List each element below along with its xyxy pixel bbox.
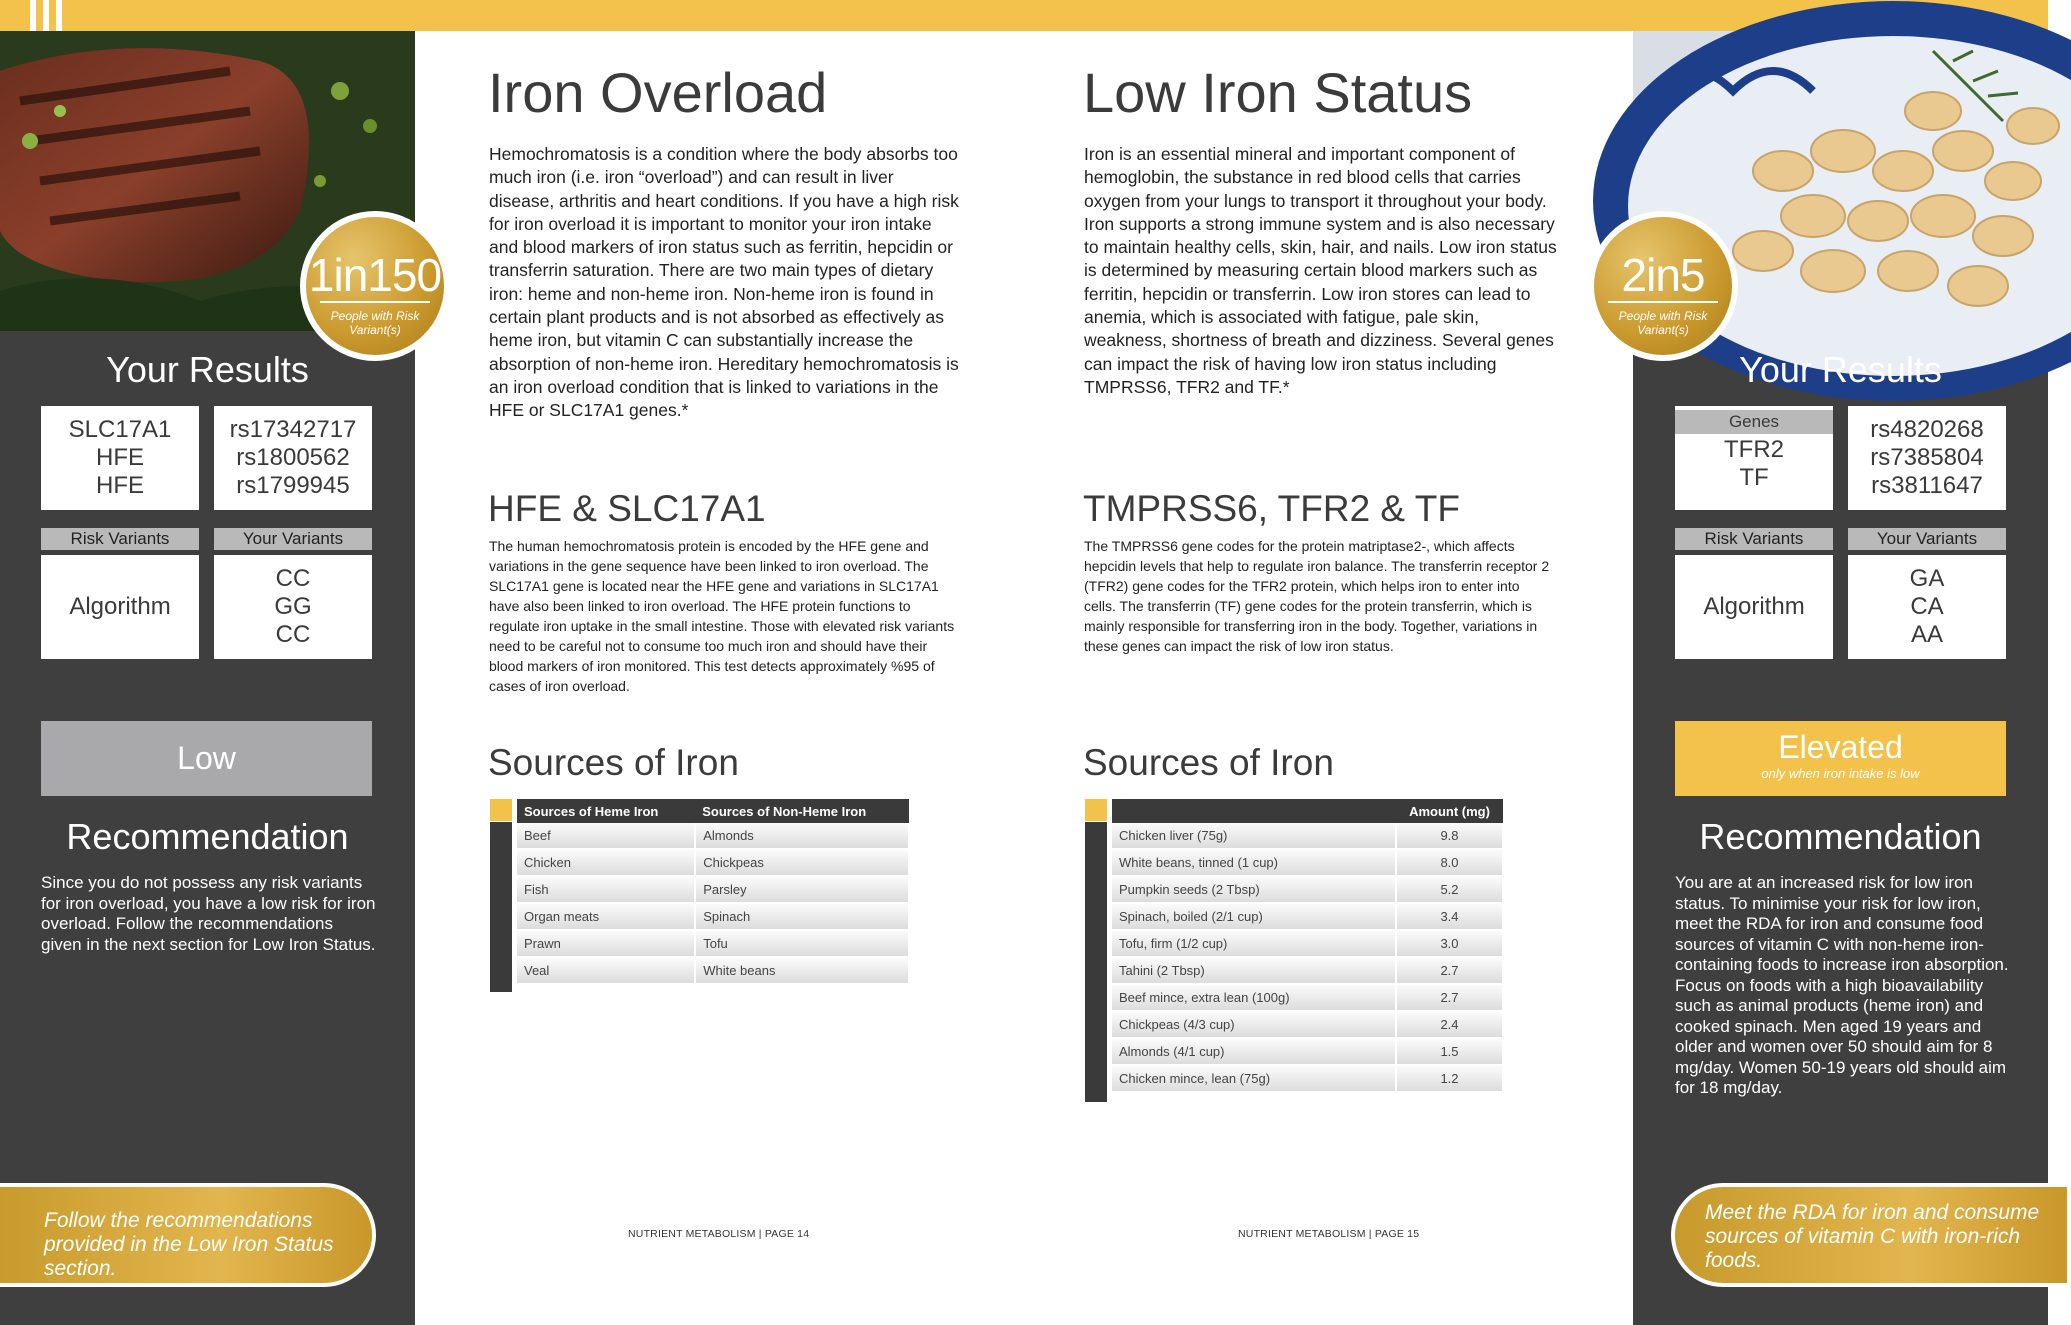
stat-caption: People with Risk Variant(s) xyxy=(330,309,420,337)
recommendation-text: You are at an increased risk for low iron status. To minimise your risk for low iron, meet the RDA for iron and consume food sources of vitamin C with non-heme iron-containing foods to increase iron absorption. Focus on foods with a high bioavailability such as animal products (heme iron) and cooked spinach. Men aged 19 years and older and women over 50 should aim for 8 mg/day. Women 50-19 years old should aim for 18 mg/day. xyxy=(1675,873,2009,1097)
rsid: rs1800562 xyxy=(236,444,350,471)
amount-cell: 2.4 xyxy=(1396,1011,1503,1038)
food-cell: Chickpeas (4/3 cup) xyxy=(1112,1011,1396,1038)
bar-stripe xyxy=(56,0,62,31)
amount-cell: 1.5 xyxy=(1396,1038,1503,1065)
genes-box xyxy=(1675,406,1833,510)
amount-cell: 2.7 xyxy=(1396,984,1503,1011)
stat-divider xyxy=(1608,301,1718,303)
food-cell: Pumpkin seeds (2 Tbsp) xyxy=(1112,876,1396,903)
table-row xyxy=(517,876,909,903)
rsid-box xyxy=(1848,406,2006,510)
table-cell: Tofu xyxy=(695,930,909,957)
table-cell: Spinach xyxy=(695,903,909,930)
genes-box xyxy=(41,406,199,510)
risk-variants-box xyxy=(41,555,199,659)
table-cell: Chicken xyxy=(517,849,695,876)
risk-variants-value: Algorithm xyxy=(69,593,171,620)
amount-cell: 3.4 xyxy=(1396,903,1503,930)
table-cell: Prawn xyxy=(517,930,695,957)
rsid: rs4820268 xyxy=(1870,416,1984,443)
food-cell: Spinach, boiled (2/1 cup) xyxy=(1112,903,1396,930)
rsid: rs3811647 xyxy=(1871,472,1983,499)
your-variants-box xyxy=(214,555,372,659)
gene-name: SLC17A1 xyxy=(68,416,172,443)
food-cell: Beef mince, extra lean (100g) xyxy=(1112,984,1396,1011)
heme-sources-table xyxy=(517,799,910,985)
variant: GA xyxy=(1909,565,1945,592)
table-side-bar xyxy=(490,822,512,992)
page-title: Low Iron Status xyxy=(1083,61,1473,124)
amount-cell: 3.0 xyxy=(1396,930,1503,957)
gene-name: TFR2 xyxy=(1724,436,1784,463)
food-cell: Almonds (4/1 cup) xyxy=(1112,1038,1396,1065)
results-title: Your Results xyxy=(106,349,309,390)
results-title: Your Results xyxy=(1739,349,1942,390)
table-cell: Organ meats xyxy=(517,903,695,930)
risk-variants-box xyxy=(1675,555,1833,659)
table-row xyxy=(1112,903,1503,930)
rsid: rs7385804 xyxy=(1870,444,1984,471)
table-row xyxy=(517,903,909,930)
gene-name: HFE xyxy=(96,472,144,499)
column-header: Sources of Non-Heme Iron xyxy=(695,799,909,823)
bar-stripe xyxy=(30,0,36,31)
table-accent xyxy=(490,799,512,821)
section-text: The TMPRSS6 gene codes for the protein matriptase2-, which affects hepcidin levels that help to regulate iron balance. The transferrin receptor 2 (TFR2) gene codes for the TFR2 protein, which helps iron to enter into cells. The transferrin (TF) gene codes for the protein transferrin, which is mainly responsible for transferring iron in the body. Together, variations in these genes can impact the risk of low iron status. xyxy=(1084,538,1550,654)
stat-value: 1in150 xyxy=(308,249,442,301)
sources-title: Sources of Iron xyxy=(488,742,739,783)
table-row xyxy=(1112,823,1503,849)
table-accent xyxy=(1085,799,1107,821)
food-cell: Tofu, firm (1/2 cup) xyxy=(1112,930,1396,957)
variant: CC xyxy=(275,565,311,592)
table-row xyxy=(1112,849,1503,876)
your-variants-box xyxy=(1848,555,2006,659)
right-results-panel xyxy=(1618,31,2048,1325)
callout-banner: Follow the recommendations provided in the Low Iron Status section. xyxy=(0,1183,376,1287)
table-row xyxy=(517,930,909,957)
table-row xyxy=(1112,930,1503,957)
status-label: Elevated xyxy=(1778,729,1903,765)
column-header: Sources of Heme Iron xyxy=(517,799,695,823)
table-row xyxy=(517,849,909,876)
risk-variants-header: Risk Variants xyxy=(1675,528,1833,550)
rsid-box xyxy=(214,406,372,510)
gene-name: TF xyxy=(1739,464,1769,491)
status-note: only when iron intake is low xyxy=(1761,766,1920,781)
stat-caption: People with Risk Variant(s) xyxy=(1618,309,1708,337)
column-header: Amount (mg) xyxy=(1396,799,1503,823)
recommendation-text: Since you do not possess any risk variants for iron overload, you have a low risk for iron overload. Follow the recommendations given in the next section for Low Iron Status. xyxy=(41,873,376,954)
variant: GG xyxy=(274,593,312,620)
table-row xyxy=(1112,957,1503,984)
rsid: rs1799945 xyxy=(236,472,350,499)
amount-cell: 5.2 xyxy=(1396,876,1503,903)
amount-cell: 1.2 xyxy=(1396,1065,1503,1092)
table-cell: Parsley xyxy=(695,876,909,903)
intro-text: Hemochromatosis is a condition where the body absorbs too much iron (i.e. iron “overload”) and can result in liver disease, arthritis and heart conditions. If you have a high risk for iron overload it is important to monitor your iron intake and blood markers of iron status such as ferritin, hepcidin or transferrin saturation. There are two main types of dietary iron: heme and non-heme iron. Non-heme iron is found in certain plant products and is not absorbed as effectively as heme iron, but vitamin C can substantially increase the absorption of non-heme iron. Hereditary hemochromatosis is an iron overload condition that is linked to variations in the HFE or SLC17A1 genes.* xyxy=(489,144,959,421)
risk-variants-header: Risk Variants xyxy=(41,528,199,550)
section-title: TMPRSS6, TFR2 & TF xyxy=(1083,488,1460,529)
iron-amount-table xyxy=(1112,799,1504,1093)
table-row xyxy=(517,957,909,984)
amount-cell: 8.0 xyxy=(1396,849,1503,876)
page-title: Iron Overload xyxy=(488,61,828,124)
recommendation-title: Recommendation xyxy=(1699,816,1982,857)
page-footer: NUTRIENT METABOLISM | PAGE 15 xyxy=(1238,1228,1420,1240)
table-cell: Veal xyxy=(517,957,695,984)
status-badge: Low xyxy=(41,721,372,796)
variant: CC xyxy=(275,621,311,648)
intro-text: Iron is an essential mineral and important component of hemoglobin, the substance in red blood cells that carries oxygen from your lungs to transport it throughout your body. Iron supports a strong immune system and is also necessary to maintain healthy cells, skin, hair, and nails. Low iron status is determined by measuring certain blood markers such as ferritin, hepcidin or transferrin. Low iron stores can lead to anemia, which is associated with fatigue, pale skin, weakness, shortness of breath and dizziness. Several genes can impact the risk of having low iron status including TMPRSS6, TFR2 and TF.* xyxy=(1084,144,1557,397)
column-header xyxy=(1112,799,1396,823)
sources-title: Sources of Iron xyxy=(1083,742,1334,783)
rsid: rs17342717 xyxy=(229,416,357,443)
gene-name: HFE xyxy=(96,444,144,471)
table-row xyxy=(1112,1065,1503,1092)
table-cell: Almonds xyxy=(695,823,909,849)
variant: AA xyxy=(1910,621,1943,648)
food-cell: Chicken mince, lean (75g) xyxy=(1112,1065,1396,1092)
genes-header: Genes xyxy=(1675,410,1833,434)
stat-value: 2in5 xyxy=(1621,249,1705,301)
callout-banner: Meet the RDA for iron and consume sources of vitamin C with iron-rich foods. xyxy=(1671,1183,2071,1287)
stat-circle xyxy=(1588,211,1738,361)
stat-circle xyxy=(300,211,450,361)
table-side-bar xyxy=(1085,822,1107,1102)
table-row xyxy=(1112,876,1503,903)
risk-variants-value: Algorithm xyxy=(1703,593,1805,620)
status-badge xyxy=(1675,721,2006,796)
section-title: HFE & SLC17A1 xyxy=(488,488,766,529)
section-text: The human hemochromatosis protein is encoded by the HFE gene and variations in the gene sequence have been linked to iron overload. The SLC17A1 gene is located near the HFE gene and variations in SLC17A1 have also been linked to iron overload. The HFE protein functions to regulate iron uptake in the small intestine. Those with elevated risk variants need to be careful not to consume too much iron and should have their blood markers of iron monitored. This test detects approximately %95 of cases of iron overload. xyxy=(489,538,955,694)
page-footer: NUTRIENT METABOLISM | PAGE 14 xyxy=(628,1228,810,1240)
recommendation-title: Recommendation xyxy=(66,816,349,857)
your-variants-header: Your Variants xyxy=(1848,528,2006,550)
amount-cell: 2.7 xyxy=(1396,957,1503,984)
table-cell: White beans xyxy=(695,957,909,984)
table-cell: Chickpeas xyxy=(695,849,909,876)
food-cell: Tahini (2 Tbsp) xyxy=(1112,957,1396,984)
variant: CA xyxy=(1910,593,1944,620)
your-variants-header: Your Variants xyxy=(214,528,372,550)
stat-divider xyxy=(320,301,430,303)
table-row xyxy=(1112,1038,1503,1065)
table-row xyxy=(1112,984,1503,1011)
left-results-panel xyxy=(0,31,442,1325)
amount-cell: 9.8 xyxy=(1396,823,1503,849)
table-row xyxy=(1112,1011,1503,1038)
table-cell: Fish xyxy=(517,876,695,903)
table-cell: Beef xyxy=(517,823,695,849)
table-row xyxy=(517,823,909,849)
food-cell: White beans, tinned (1 cup) xyxy=(1112,849,1396,876)
food-cell: Chicken liver (75g) xyxy=(1112,823,1396,849)
top-accent-bar xyxy=(0,0,2048,31)
bar-stripe xyxy=(43,0,49,31)
